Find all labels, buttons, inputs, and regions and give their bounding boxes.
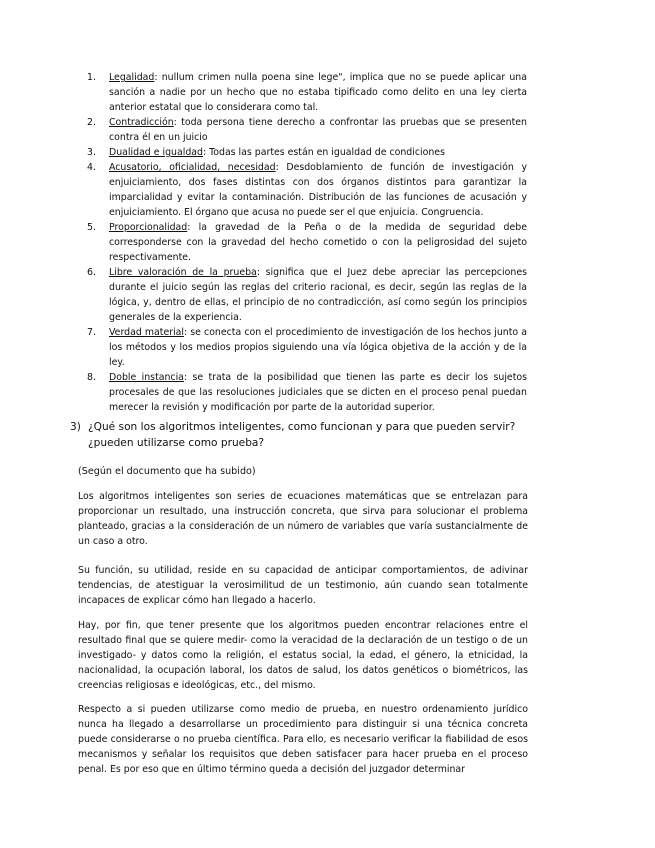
item-number: 6. <box>87 267 96 278</box>
item-text: : Desdoblamiento de función de investigación y enjuiciamiento, dos fases distintas con dos órganos distintos para garantizar la imparcialidad y evitar la contaminación. Distribución de las funciones de acusación y enjuiciamiento. El órgano que acusa no puede ser el que enjuicia. Congruencia. <box>109 162 527 218</box>
list-item <box>87 325 527 370</box>
item-number: 1. <box>87 72 96 83</box>
item-text: : se conecta con el procedimiento de investigación de los hechos junto a los métodos y los medios propios siguiendo una vía lógica objetiva de la acción y de la ley. <box>109 327 528 368</box>
list-item <box>87 160 527 220</box>
item-term: Libre valoración de la prueba <box>109 267 257 278</box>
item-text: : Todas las partes están en igualdad de condiciones <box>202 147 445 158</box>
question-number: 3) <box>70 421 81 433</box>
paragraph-definition: Los algoritmos inteligentes son series de ecuaciones matemáticas que se entrelazan para proporcionar un resultado, una instrucción concreta, que sirva para solucionar el problema planteado, gracias a la consideración de un número de variables que varía sustancialmente de un caso a otro. <box>78 491 528 547</box>
item-term: Proporcionalidad <box>109 222 188 233</box>
source-note: (Según el documento que ha subido) <box>78 466 256 477</box>
list-item <box>87 145 527 160</box>
principles-list <box>87 70 527 415</box>
list-item <box>87 115 527 145</box>
item-term: Legalidad <box>109 72 155 83</box>
item-number: 3. <box>87 147 96 158</box>
item-number: 2. <box>87 117 96 128</box>
list-item <box>87 265 527 325</box>
item-text: : toda persona tiene derecho a confrontar las pruebas que se presenten contra él en un juicio <box>109 117 527 143</box>
item-term: Doble instancia <box>109 372 184 383</box>
item-term: Contradicción <box>109 117 174 128</box>
item-number: 7. <box>87 327 96 338</box>
list-item <box>87 220 527 265</box>
item-text: : nullum crimen nulla poena sine lege", implica que no se puede aplicar una sanción a nadie por un hecho que no estaba tipificado como delito en una ley cierta anterior estatal que lo considerara como tal. <box>109 72 527 113</box>
item-number: 5. <box>87 222 96 233</box>
item-term: Verdad material <box>109 327 185 338</box>
item-term: Dualidad e igualdad <box>109 147 203 158</box>
question-heading <box>70 420 540 451</box>
question-text: ¿Qué son los algoritmos inteligentes, como funcionan y para que pueden servir? ¿pueden utilizarse como prueba? <box>88 421 516 449</box>
paragraph-function: Su función, su utilidad, reside en su capacidad de anticipar comportamientos, de adivinar tendencias, de atestiguar la verosimilitud de un testimonio, aún cuando sean totalmente incapaces de explicar cómo han llegado a hacerlo. <box>78 565 528 606</box>
item-term: Acusatorio, oficialidad, necesidad <box>109 162 276 173</box>
paragraph-relations: Hay, por fin, que tener presente que los algoritmos pueden encontrar relaciones entre el resultado final que se quiere medir- como la veracidad de la declaración de un testigo o de un investigado- y datos como la religión, el estatus social, la edad, el género, la etnicidad, la nacionalidad, la ocupación laboral, los datos de salud, los datos genéticos o biométricos, las creencias religiosas e ideológicas, etc., del mismo. <box>78 620 528 691</box>
paragraph-evidence: Respecto a si pueden utilizarse como medio de prueba, en nuestro ordenamiento jurídico nunca ha llegado a desarrollarse un procedimiento para distinguir si una técnica concreta puede considerarse o no prueba científica. Para ello, es necesario verificar la fiabilidad de esos mecanismos y señalar los requisitos que deben satisfacer para hacer prueba en el proceso penal. Es por eso que en último término queda a decisión del juzgador determinar <box>78 704 528 775</box>
item-number: 4. <box>87 162 96 173</box>
list-item <box>87 70 527 115</box>
item-number: 8. <box>87 372 96 383</box>
item-text: : significa que el Juez debe apreciar las percepciones durante el juicio según las reglas del criterio racional, es decir, según las reglas de la lógica, y, dentro de ellas, el principio de no contradicción, así como según los principios generales de la experiencia. <box>109 267 527 323</box>
item-text: : la gravedad de la Peña o de la medida de seguridad debe corresponderse con la gravedad del hecho cometido o con la peligrosidad del sujeto respectivamente. <box>109 222 527 263</box>
item-text: : se trata de la posibilidad que tienen las parte es decir los sujetos procesales de que las resoluciones judiciales que se dicten en el proceso penal puedan merecer la revisión y modificación por parte de la autoridad superior. <box>109 372 527 413</box>
list-item <box>87 370 527 415</box>
